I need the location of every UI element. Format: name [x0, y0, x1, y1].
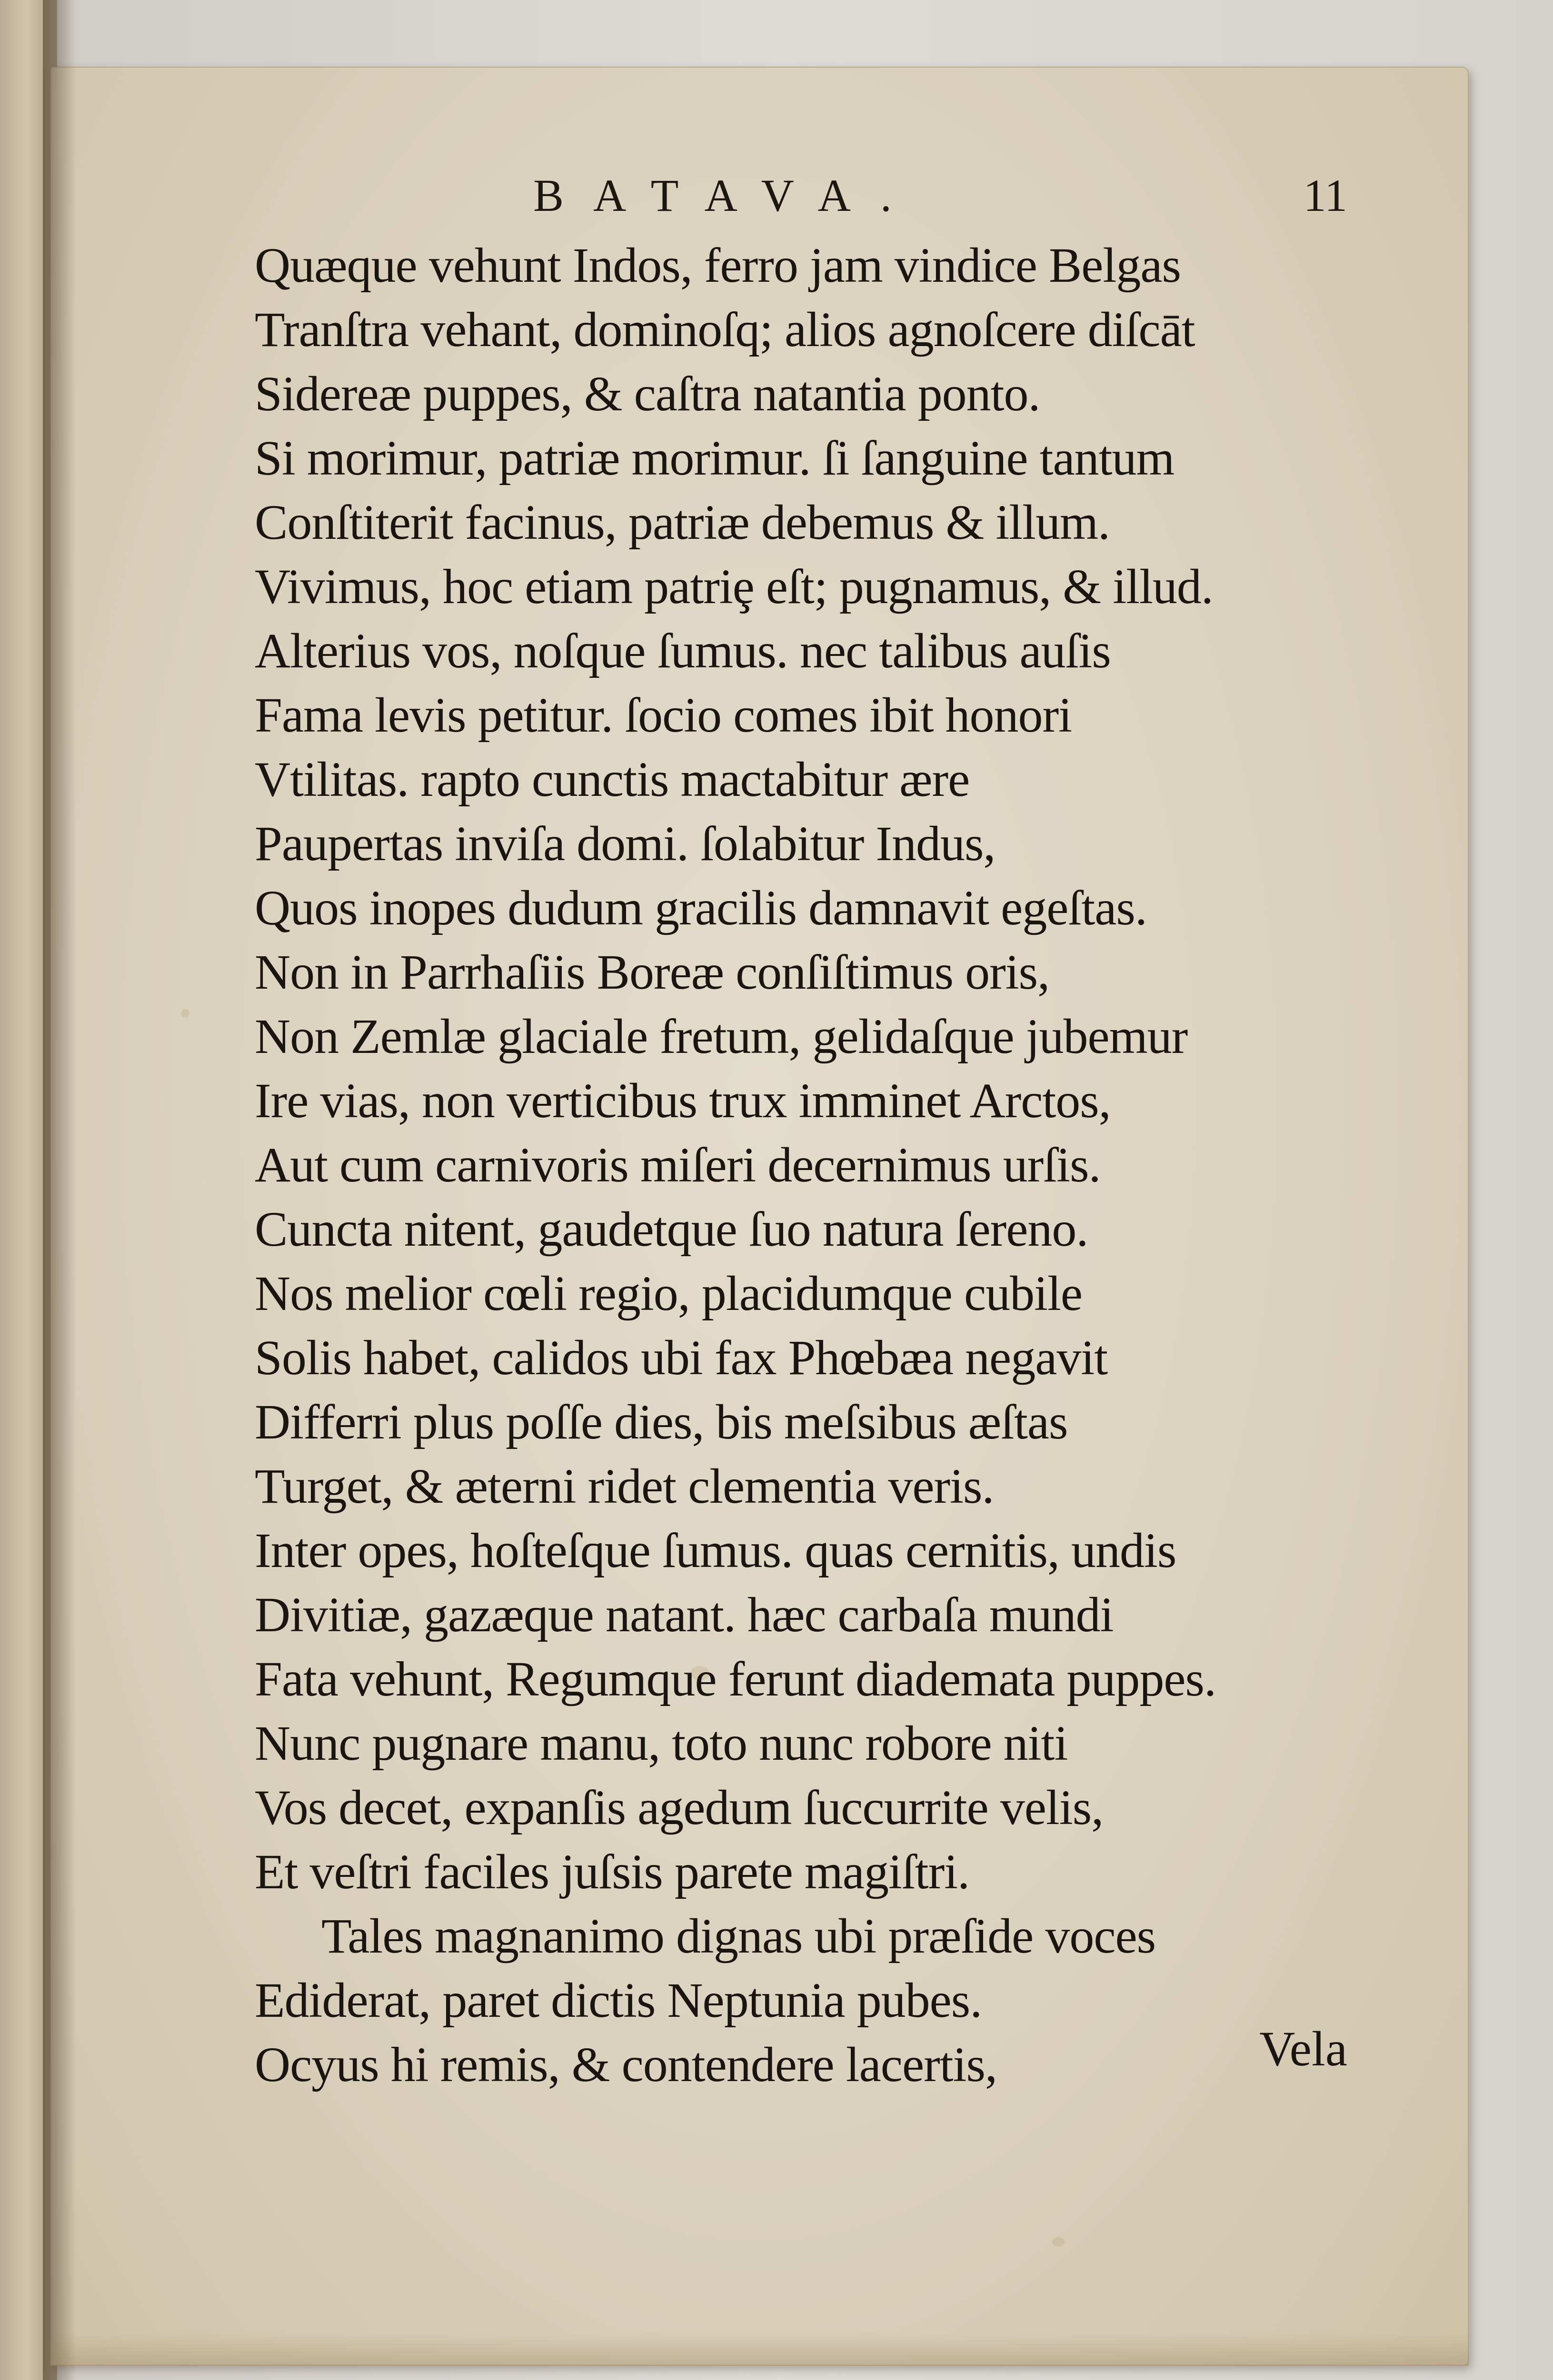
verse-line: Alterius vos, noſque ſumus. nec talibus auſis [255, 624, 1111, 678]
page-bottom-edge [50, 2332, 1469, 2366]
verse-line: Quæque vehunt Indos, ferro jam vindice Belgas [255, 238, 1181, 293]
verse-line: Cuncta nitent, gaudetque ſuo natura ſereno. [255, 1202, 1088, 1257]
verse-line: Vtilitas. rapto cunctis mactabitur ære [255, 752, 970, 807]
verse-line: Non Zemlæ glaciale fretum, gelidaſque jubemur [255, 1009, 1188, 1064]
verse-line: Non in Parrhaſiis Boreæ conſiſtimus oris, [255, 945, 1050, 1000]
verse-line: Solis habet, calidos ubi fax Phœbæa negavit [255, 1330, 1108, 1385]
verse-line: Differri plus poſſe dies, bis meſsibus æſtas [255, 1395, 1068, 1449]
verse-line: Fata vehunt, Regumque ferunt diademata puppes. [255, 1652, 1216, 1706]
catchword: Vela [1259, 2022, 1347, 2076]
verse-line: Tranſtra vehant, dominoſq; alios agnoſcere diſcāt [255, 302, 1195, 357]
page-number: 11 [1303, 170, 1347, 221]
verse-line: Aut cum carnivoris miſeri decernimus urſis. [255, 1138, 1101, 1192]
verse-line: Fama levis petitur. ſocio comes ibit honori [255, 688, 1072, 743]
verse-line: Nos melior cœli regio, placidumque cubile [255, 1266, 1083, 1321]
running-head: BATAVA. [533, 170, 921, 221]
verse-line-indented: Tales magnanimo dignas ubi præſide voces [321, 1909, 1156, 1964]
verse-line: Turget, & æterni ridet clementia veris. [255, 1459, 994, 1514]
verse-line: Divitiæ, gazæque natant. hæc carbaſa mundi [255, 1587, 1114, 1642]
gutter-shadow [43, 0, 76, 2380]
verse-line: Paupertas inviſa domi. ſolabitur Indus, [255, 816, 996, 871]
verse-line: Ocyus hi remis, & contendere lacertis, [255, 2037, 997, 2092]
verse-line: Vivimus, hoc etiam patriȩ eſt; pugnamus, & illud. [255, 559, 1213, 614]
verse-line: Inter opes, hoſteſque ſumus. quas cernitis, undis [255, 1523, 1176, 1578]
verse-line: Conſtiterit facinus, patriæ debemus & illum. [255, 495, 1110, 550]
verse-line: Ire vias, non verticibus trux imminet Arctos, [255, 1073, 1111, 1128]
paper-stain [1052, 2237, 1065, 2247]
verse-line: Ediderat, paret dictis Neptunia pubes. [255, 1973, 982, 2028]
verse-line: Et veſtri faciles juſsis parete magiſtri. [255, 1844, 970, 1899]
verse-line: Vos decet, expanſis agedum ſuccurrite velis, [255, 1780, 1104, 1835]
verse-line: Si morimur, patriæ morimur. ſi ſanguine tantum [255, 431, 1175, 486]
poem-text [255, 233, 1350, 2097]
verse-line: Sidereæ puppes, & caſtra natantia ponto. [255, 367, 1040, 421]
paper-stain [181, 1009, 189, 1018]
verse-line: Nunc pugnare manu, toto nunc robore niti [255, 1716, 1068, 1771]
verse-line: Quos inopes dudum gracilis damnavit egeſtas. [255, 881, 1147, 935]
